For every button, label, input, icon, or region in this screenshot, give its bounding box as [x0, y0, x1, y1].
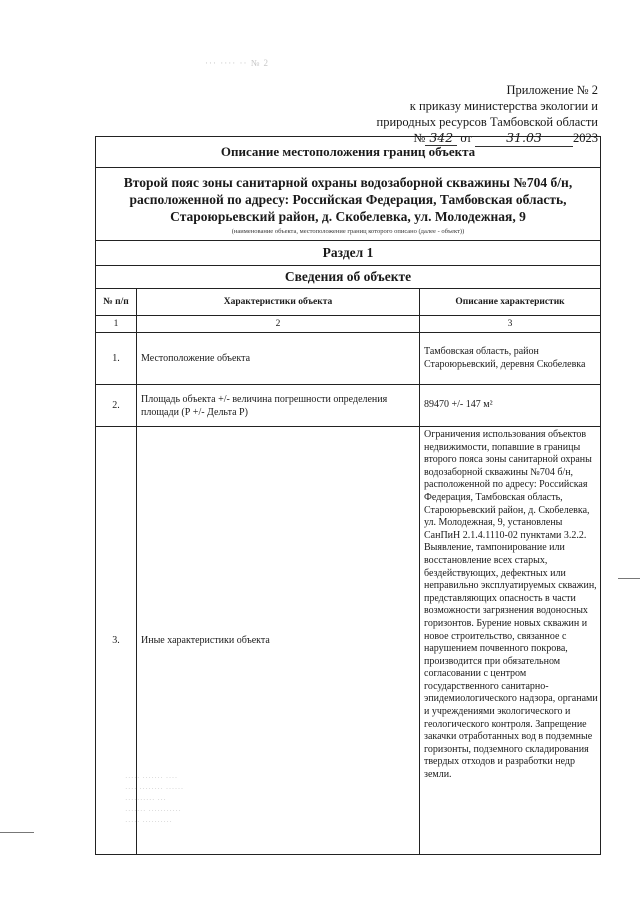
faint-stamp-line: ····· ··········	[125, 817, 173, 826]
row-characteristic: Иные характеристики объекта	[137, 427, 420, 855]
faint-stamp-line: ···· ········ ······	[125, 784, 184, 793]
table-row	[96, 385, 601, 427]
row-characteristic: Площадь объекта +/- величина погрешности определения площади (Р +/- Дельта Р)	[137, 385, 420, 427]
column-number-1: 1	[96, 316, 137, 333]
handwritten-order-number: 342	[425, 130, 457, 146]
faint-stamp-line: ····· ······· ····	[125, 773, 178, 782]
column-header-description: Описание характеристик	[420, 289, 601, 316]
column-number-3: 3	[420, 316, 601, 333]
number-prefix: №	[413, 131, 426, 145]
order-year: 2023	[573, 131, 598, 145]
date-prefix: от	[460, 131, 472, 145]
column-header-characteristic: Характеристики объекта	[137, 289, 420, 316]
row-description: 89470 +/- 147 м²	[420, 385, 601, 427]
table-title: Описание местоположения границ объекта	[96, 137, 601, 168]
faint-stamp-corner: ··· ···· ·· № 2	[205, 58, 270, 68]
row-number: 3.	[96, 427, 137, 855]
row-number: 1.	[96, 333, 137, 385]
row-description: Ограничения использования объектов недвижимости, попавшие в границы второго пояса зоны санитарной охраны водозаборной скважины №704 б/н, расположенной по адресу: Российская Федерация, Тамбовская область, Староюрьевский район, д. Скобелевка, ул. Молодежная, 9, установлены СанПиН 2.1.4.1110-02 пунктами 3.2.2. Выявление, тампонирование или восстановление всех старых, бездействующих, дефектных или неправильно эксплуатируемых скважин, представляющих опасность в части возможности загрязнения водоносных горизонтов. Бурение новых скважин и новое строительство, связанное с нарушением почвенного покрова, производится при обязательном согласовании с центром государственного санитарно-эпидемиологического надзора, органами и учреждениями экологического и геологического контроля. Запрещение закачки отработанных вод в подземные горизонты, подземного складирования твердых отходов и разработки недр земли.	[420, 427, 601, 855]
scan-edge-mark	[0, 832, 34, 833]
row-description: Тамбовская область, район Староюрьевский, деревня Скобелевка	[420, 333, 601, 385]
faint-stamp-line: ·········· ···	[125, 795, 167, 804]
column-headers	[96, 289, 601, 316]
boundary-description-table	[95, 136, 601, 855]
scan-edge-mark	[618, 578, 640, 579]
section-title: Сведения об объекте	[96, 266, 601, 289]
appendix-number: Приложение № 2	[506, 83, 598, 97]
object-note: (наименование объекта, местоположение границ которого описано (далее - объект))	[96, 227, 601, 241]
column-number-2: 2	[137, 316, 420, 333]
row-number: 2.	[96, 385, 137, 427]
object-name: Второй пояс зоны санитарной охраны водозаборной скважины №704 б/н, расположенной по адресу: Российская Федерация, Тамбовская область, Староюрьевский район, д. Скобелевка, ул. Молодежная, 9	[96, 168, 601, 228]
faint-stamp-line: ······· ···········	[125, 806, 182, 815]
table-row	[96, 333, 601, 385]
section-heading: Раздел 1	[96, 241, 601, 266]
ministry-name: природных ресурсов Тамбовской области	[376, 115, 598, 129]
column-numbers	[96, 316, 601, 333]
handwritten-order-date: 31.03	[475, 130, 573, 147]
column-header-number: № п/п	[96, 289, 137, 316]
row-characteristic: Местоположение объекта	[137, 333, 420, 385]
order-reference: к приказу министерства экологии и	[409, 99, 598, 113]
faint-stamp-bottom	[125, 772, 300, 827]
